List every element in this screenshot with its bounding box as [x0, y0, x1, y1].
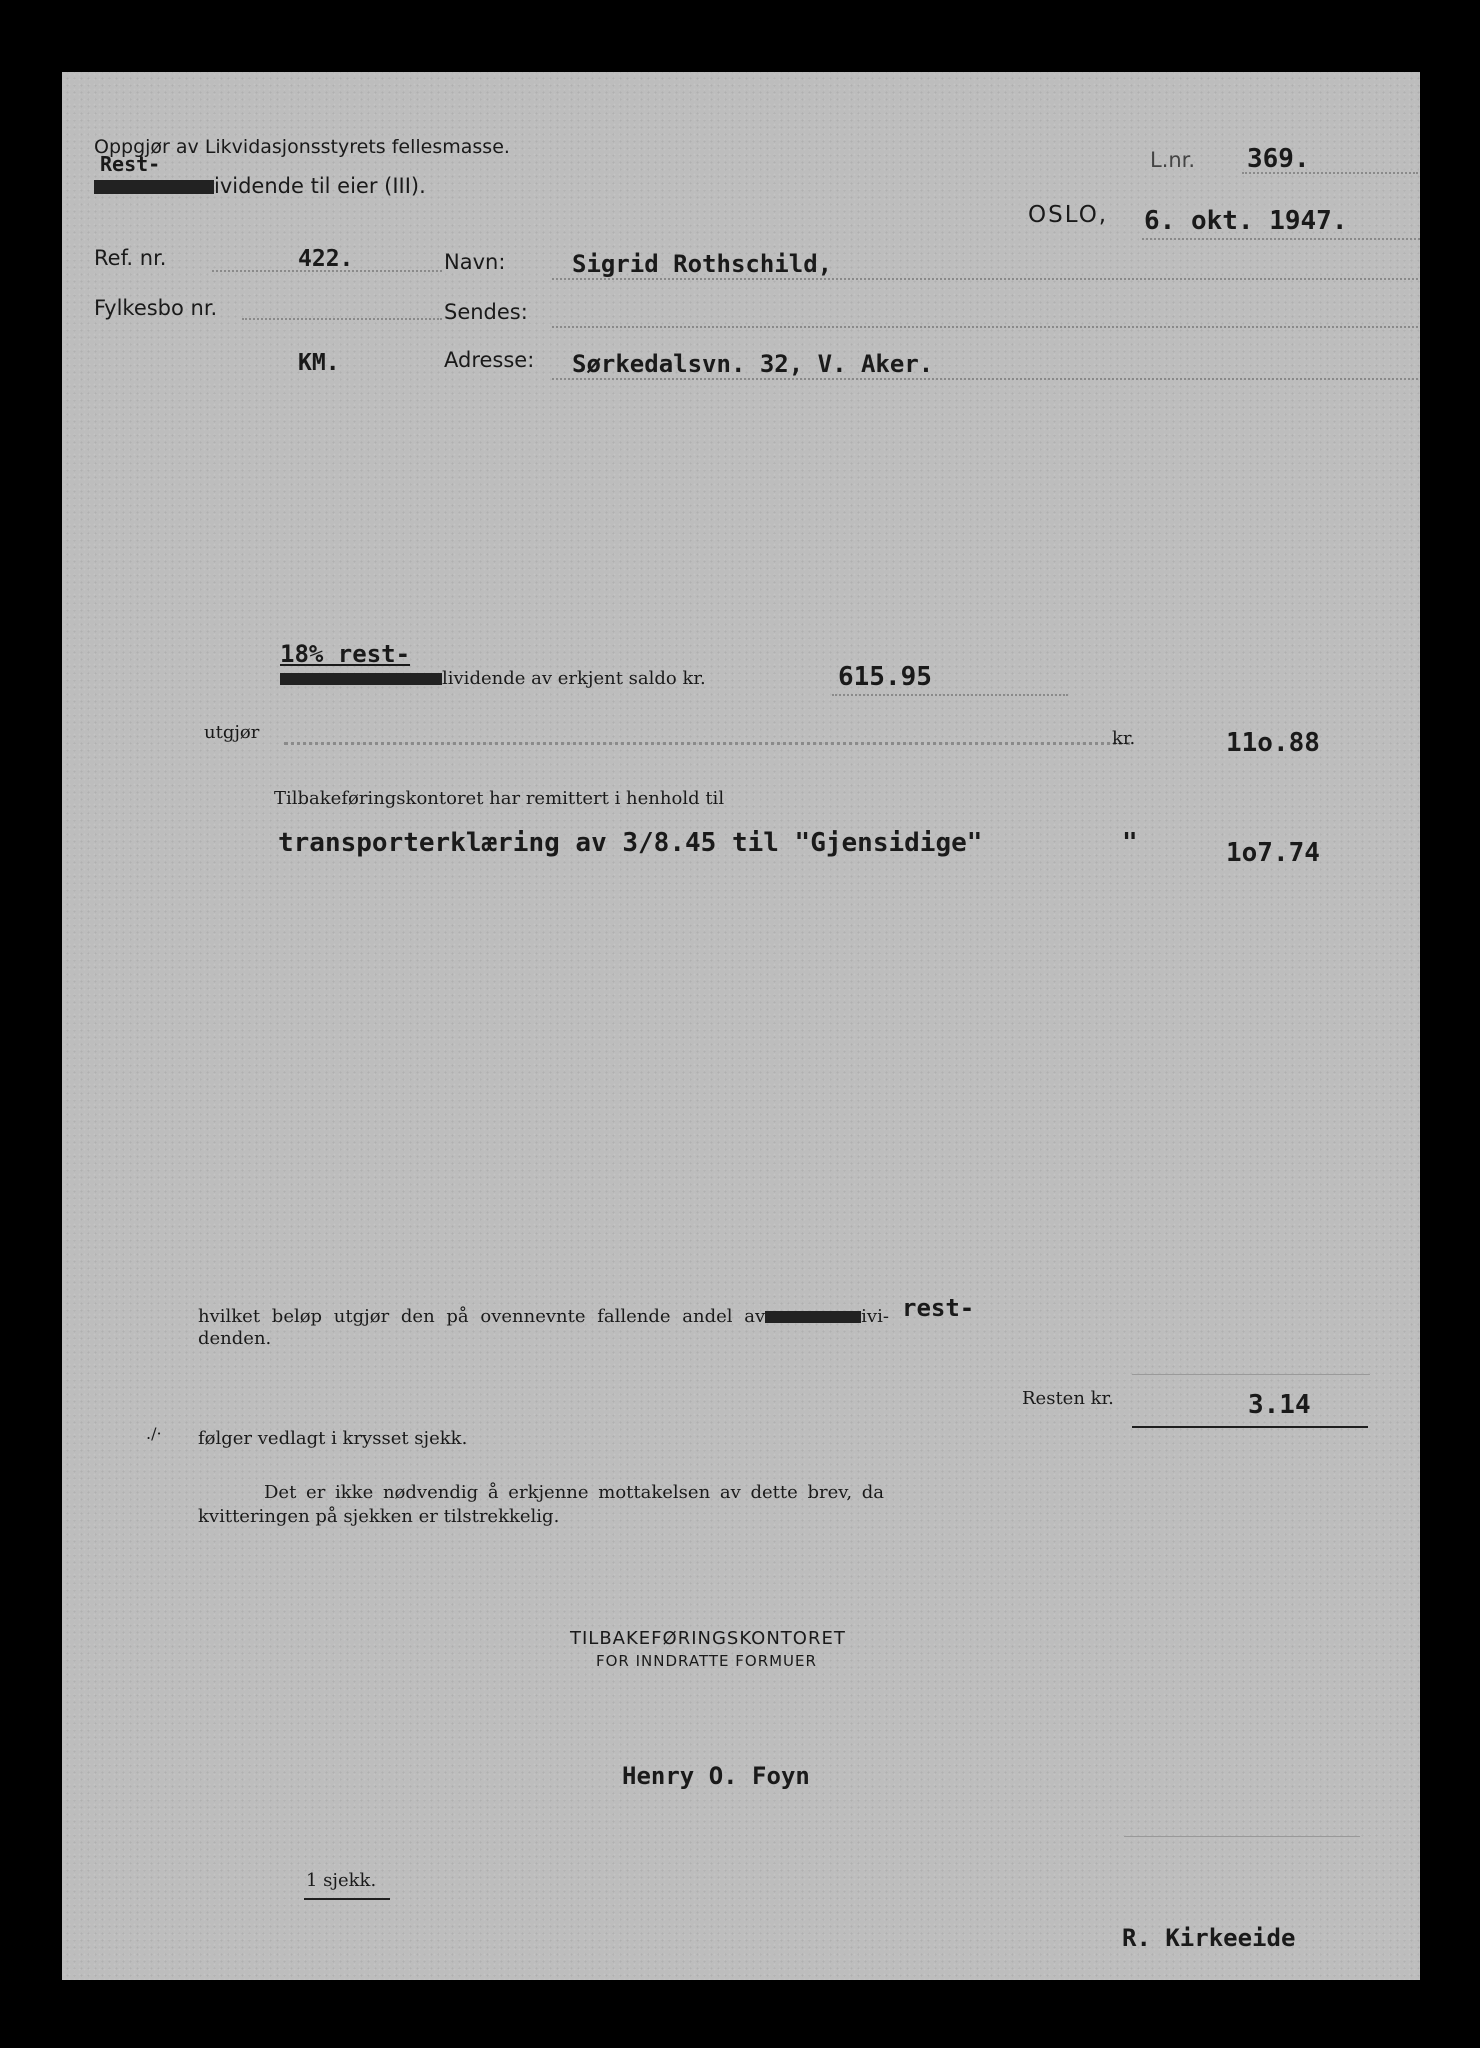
utgjor-dotline	[284, 742, 1130, 745]
ditto-mark: "	[1122, 828, 1138, 858]
lnr-value: 369.	[1247, 144, 1310, 174]
saldo-value: 615.95	[838, 662, 932, 692]
signatory-name: Henry O. Foyn	[622, 1762, 810, 1790]
navn-value: Sigrid Rothschild,	[572, 250, 833, 278]
percent-rest-typed: 18% rest-	[280, 640, 411, 668]
enclosure-underline	[304, 1898, 390, 1900]
second-signatory: R. Kirkeeide	[1122, 1924, 1296, 1952]
hvilket-line-2: denden.	[198, 1328, 272, 1349]
document-page	[62, 72, 1420, 1980]
adresse-dotline	[552, 378, 1418, 380]
transport-value: 1o7.74	[1226, 838, 1320, 868]
enclosure-count: 1 sjekk.	[306, 1870, 377, 1891]
hvilket-line-1	[198, 1306, 889, 1327]
adresse-value: Sørkedalsvn. 32, V. Aker.	[572, 350, 934, 378]
resten-label: Resten kr.	[1022, 1388, 1114, 1409]
title-line-1: Oppgjør av Likvidasjonsstyrets fellesmasse.	[94, 136, 510, 158]
navn-dotline	[552, 278, 1418, 280]
overtype-rest-header: Rest-	[100, 152, 161, 176]
date-dotline	[1142, 238, 1420, 240]
dividend-text: lividende av erkjent saldo kr.	[442, 668, 706, 689]
navn-label: Navn:	[444, 250, 506, 274]
signature-line	[1124, 1836, 1360, 1837]
utgjor-kr-label: kr.	[1112, 728, 1136, 749]
note-line-1: Det er ikke nødvendig å erkjenne mottakelsen av dette brev, da	[264, 1482, 885, 1503]
remit-text: Tilbakeføringskontoret har remittert i henhold til	[274, 788, 725, 809]
office-name-line-2: FOR INNDRATTE FORMUER	[596, 1652, 817, 1670]
utgjor-label: utgjør	[204, 722, 260, 743]
hvilket-text: hvilket beløp utgjør den på ovennevnte fallende andel av	[198, 1306, 766, 1327]
city: OSLO,	[1028, 202, 1109, 228]
fylkesbo-label: Fylkesbo nr.	[94, 296, 218, 320]
fylkesbo-value: KM.	[298, 350, 340, 376]
utgjor-value: 11o.88	[1226, 728, 1320, 758]
title-line-2	[94, 174, 426, 198]
folger-text: følger vedlagt i krysset sjekk.	[198, 1428, 468, 1449]
saldo-dotline	[832, 694, 1068, 696]
ref-label: Ref. nr.	[94, 246, 167, 270]
fylkesbo-dotline	[242, 318, 442, 320]
dividend-line	[280, 668, 706, 689]
office-name-line-1: TILBAKEFØRINGSKONTORET	[570, 1628, 846, 1649]
resten-top-rule	[1132, 1374, 1370, 1375]
adresse-label: Adresse:	[444, 348, 535, 372]
ref-value: 422.	[298, 246, 354, 272]
lnr-dotline	[1242, 172, 1418, 174]
ref-dotline	[212, 270, 442, 272]
lnr-label: L.nr.	[1150, 148, 1196, 172]
sendes-label: Sendes:	[444, 300, 528, 324]
resten-underline	[1132, 1426, 1368, 1428]
struck-out-word	[280, 673, 442, 685]
note-line-2: kvitteringen på sjekken er tilstrekkelig.	[198, 1506, 560, 1527]
struck-out-word	[765, 1311, 861, 1323]
rest-typed-overtype: rest-	[902, 1294, 975, 1322]
title-line-2-suffix: ividende til eier (III).	[214, 174, 426, 198]
transport-text: transporterklæring av 3/8.45 til "Gjensidige"	[278, 828, 983, 858]
letter-date: 6. okt. 1947.	[1144, 206, 1348, 236]
struck-out-word	[94, 180, 214, 194]
enclosure-mark: ./·	[146, 1424, 162, 1443]
sendes-dotline	[552, 326, 1418, 328]
resten-value: 3.14	[1248, 1390, 1311, 1420]
hvilket-line-1-end: ivi-	[861, 1306, 889, 1327]
